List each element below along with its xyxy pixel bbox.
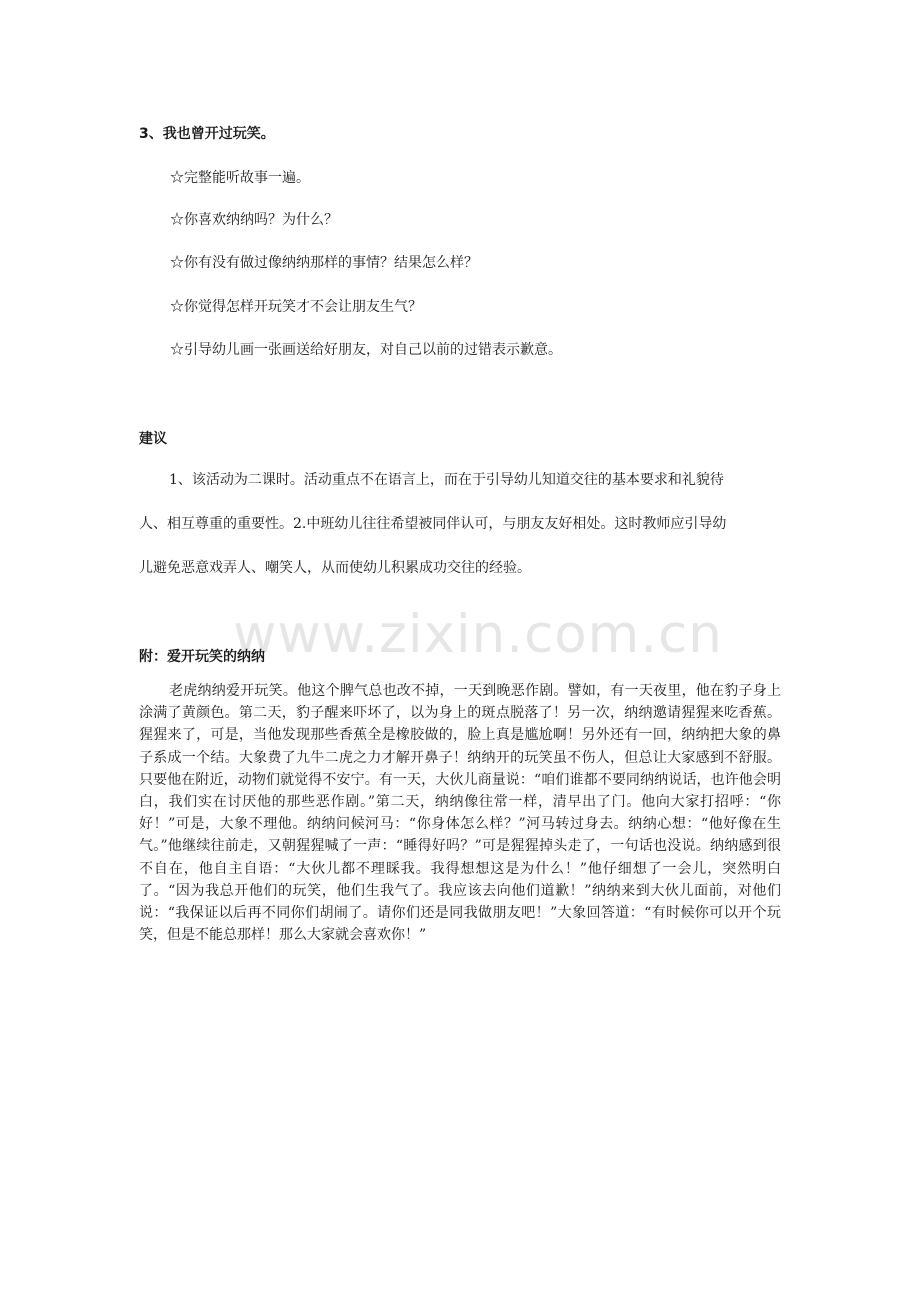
appendix-heading: 附：爱开玩笑的纳纳 [139, 649, 265, 665]
bullet-item: ☆你喜欢纳纳吗？为什么？ [170, 212, 338, 228]
watermark: www.zixin.com.cn [233, 604, 723, 665]
bullet-item: ☆完整能听故事一遍。 [170, 170, 310, 186]
suggestion-heading: 建议 [139, 431, 167, 447]
bullet-item: ☆你觉得怎样开玩笑才不会让朋友生气？ [170, 299, 422, 315]
suggestion-line: 1、该活动为二课时。活动重点不在语言上，而在于引导幼儿知道交往的基本要求和礼貌待 [169, 472, 724, 488]
bullet-item: ☆引导幼儿画一张画送给好朋友，对自己以前的过错表示歉意。 [170, 342, 562, 358]
section-3-heading: 3、我也曾开过玩笑。 [139, 126, 275, 142]
suggestion-line: 儿避免恶意戏弄人、嘲笑人，从而使幼儿积累成功交往的经验。 [139, 560, 531, 576]
bullet-item: ☆你有没有做过像纳纳那样的事情？结果怎么样？ [170, 255, 478, 271]
story-paragraph: 老虎纳纳爱开玩笑。他这个脾气总也改不掉，一天到晚恶作剧。譬如，有一天夜里，他在豹子身上涂满了黄颜色。第二天，豹子醒来吓坏了，以为身上的斑点脱落了！另一次，纳纳邀请猩猩来吃香蕉。猩猩来了，可是，当他发现那些香蕉全是橡胶做的，脸上真是尴尬啊！另外还有一回，纳纳把大象的鼻子系成一个结。大象费了九牛二虎之力才解开鼻子！纳纳开的玩笑虽不伤人，但总让大家感到不舒服。只要他在附近，动物们就觉得不安宁。有一天，大伙儿商量说：“咱们谁都不要同纳纳说话，也许他会明白，我们实在讨厌他的那些恶作剧。”第二天，纳纳像往常一样，清早出了门。他向大家打招呼：“你好！”可是，大象不理他。纳纳问候河马：“你身体怎么样？”河马转过身去。纳纳心想：“他好像在生气。”他继续往前走，又朝猩猩喊了一声：“睡得好吗？”可是猩猩掉头走了，一句话也没说。纳纳感到很不自在，他自主自语：“大伙儿都不理睬我。我得想想这是为什么！”他仔细想了一会儿，突然明白了。“因为我总开他们的玩笑，他们生我气了。我应该去向他们道歉！”纳纳来到大伙儿面前，对他们说：“我保证以后再不同你们胡闹了。请你们还是同我做朋友吧！”大象回答道：“有时候你可以开个玩笑，但是不能总那样！那么大家就会喜欢你！” [139, 683, 781, 944]
suggestion-line: 人、相互尊重的重要性。2.中班幼儿往往希望被同伴认可，与朋友友好相处。这时教师应引导幼 [139, 516, 727, 532]
